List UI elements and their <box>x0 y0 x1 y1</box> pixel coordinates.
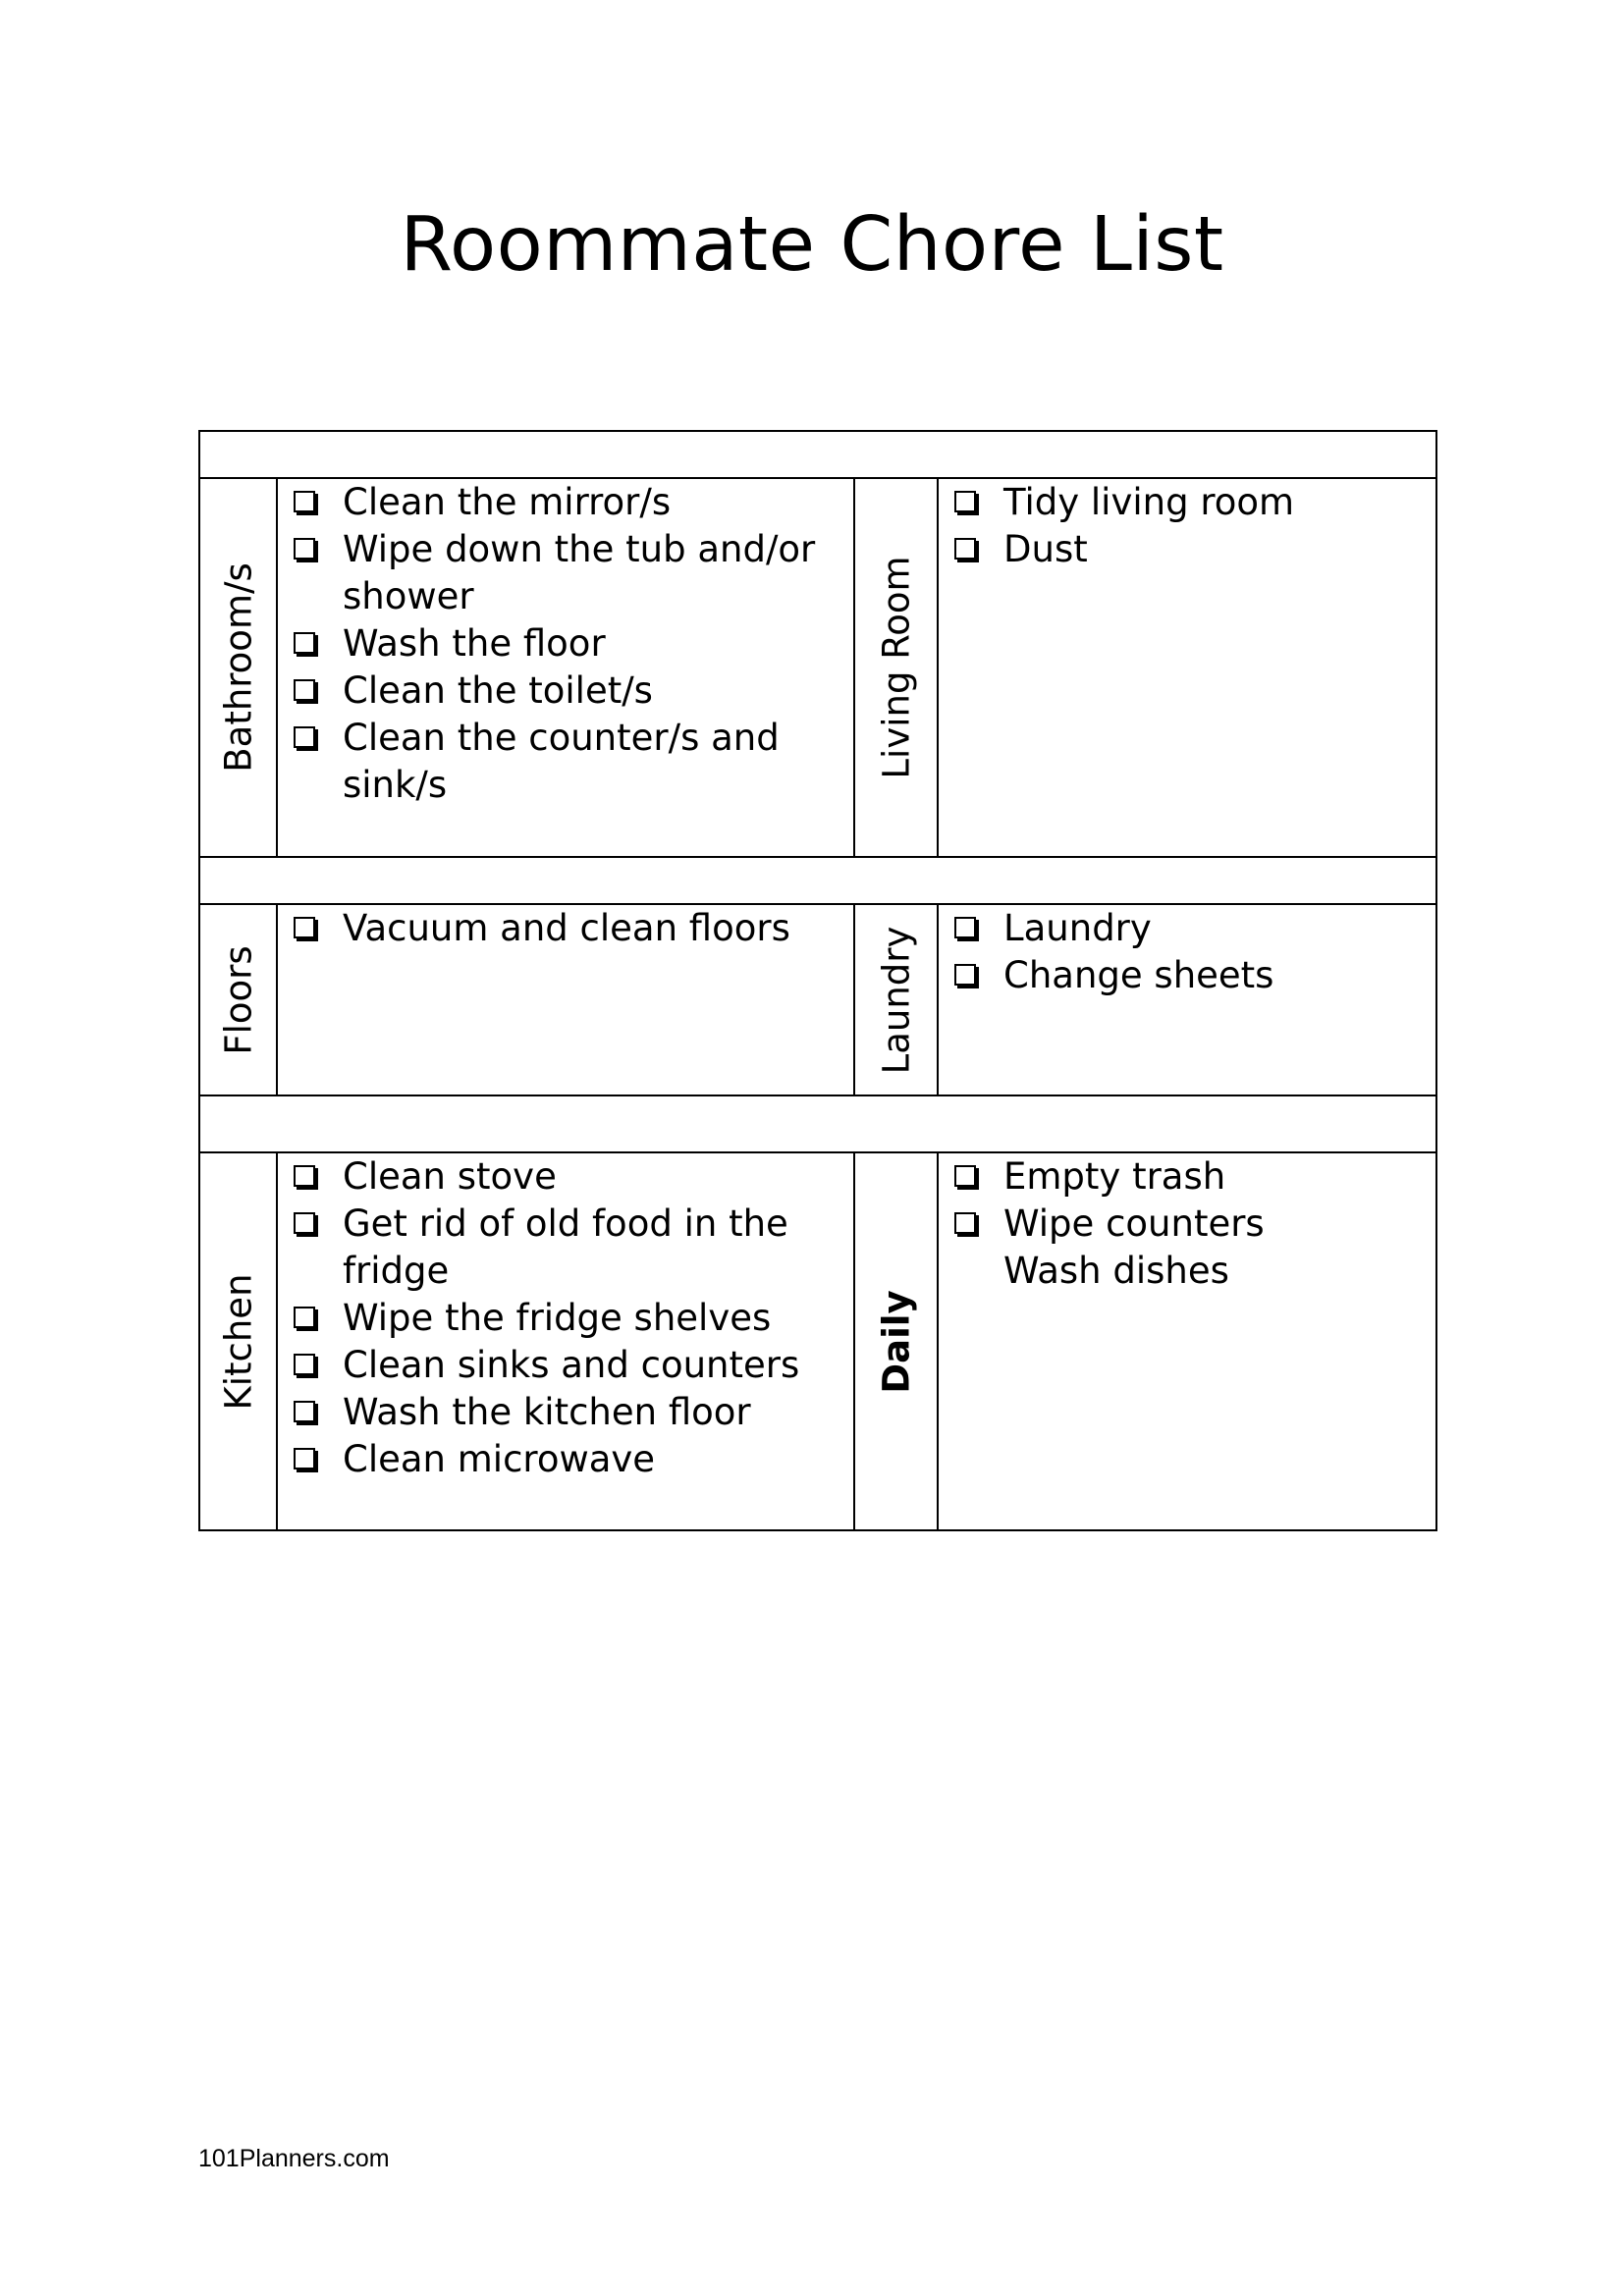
task-label: Wipe the fridge shelves <box>343 1297 772 1339</box>
laundry-label: Laundry <box>875 926 917 1074</box>
chore-row <box>199 1152 1436 1530</box>
task-item[interactable] <box>294 1389 841 1436</box>
checkbox-icon[interactable] <box>294 1212 315 1234</box>
laundry-task-list <box>939 905 1435 999</box>
daily-label-cell <box>854 1152 938 1530</box>
task-item[interactable] <box>954 1153 1424 1201</box>
task-item[interactable] <box>954 952 1424 999</box>
checkbox-icon[interactable] <box>954 491 976 512</box>
task-label: Clean sinks and counters <box>343 1344 800 1386</box>
task-label: Clean stove <box>343 1155 557 1198</box>
task-item[interactable] <box>294 715 841 809</box>
checkbox-icon[interactable] <box>294 1448 315 1469</box>
floors-tasks-cell <box>277 904 854 1095</box>
daily-task-list <box>939 1153 1435 1295</box>
task-item <box>954 1248 1424 1295</box>
task-item[interactable] <box>954 905 1424 952</box>
kitchen-tasks-cell <box>277 1152 854 1530</box>
task-label: Clean the mirror/s <box>343 481 672 523</box>
checkbox-icon[interactable] <box>294 726 315 748</box>
checkbox-icon[interactable] <box>294 491 315 512</box>
floors-label: Floors <box>217 944 259 1055</box>
spacer-cell <box>199 857 1436 904</box>
checkbox-icon[interactable] <box>954 917 976 938</box>
spacer-row <box>199 857 1436 904</box>
task-label: Clean the toilet/s <box>343 669 653 712</box>
checkbox-icon[interactable] <box>294 632 315 654</box>
task-item[interactable] <box>294 526 841 620</box>
bathroom-task-list <box>278 479 853 809</box>
task-item[interactable] <box>954 526 1424 573</box>
kitchen-task-list <box>278 1153 853 1483</box>
spacer-cell <box>199 1095 1436 1152</box>
task-item[interactable] <box>294 620 841 667</box>
living-room-tasks-cell <box>938 478 1436 857</box>
floors-task-list <box>278 905 853 952</box>
checkbox-icon[interactable] <box>294 679 315 701</box>
footer-credit: 101Planners.com <box>198 2145 390 2172</box>
task-item[interactable] <box>954 1201 1424 1248</box>
task-item[interactable] <box>294 667 841 715</box>
checkbox-icon[interactable] <box>954 1165 976 1187</box>
chore-row <box>199 904 1436 1095</box>
task-label: Empty trash <box>1003 1155 1226 1198</box>
checkbox-icon[interactable] <box>294 917 315 938</box>
task-label: Clean the counter/s and sink/s <box>343 717 780 806</box>
task-item[interactable] <box>294 1342 841 1389</box>
task-label: Wipe counters <box>1003 1202 1265 1245</box>
laundry-label-cell <box>854 904 938 1095</box>
checkbox-icon[interactable] <box>294 538 315 560</box>
task-label: Wash the kitchen floor <box>343 1391 751 1433</box>
task-label: Tidy living room <box>1003 481 1295 523</box>
spacer-cell <box>199 431 1436 478</box>
living-room-label-cell <box>854 478 938 857</box>
checkbox-icon[interactable] <box>954 538 976 560</box>
chore-row <box>199 478 1436 857</box>
bathroom-label: Bathroom/s <box>217 562 259 773</box>
living-room-label: Living Room <box>875 556 917 779</box>
task-label: Dust <box>1003 528 1088 570</box>
checkbox-icon[interactable] <box>294 1354 315 1375</box>
task-item[interactable] <box>294 1201 841 1295</box>
chore-table <box>198 430 1437 1531</box>
task-item[interactable] <box>954 479 1424 526</box>
task-item[interactable] <box>294 905 841 952</box>
task-item[interactable] <box>294 1153 841 1201</box>
task-label: Wash dishes <box>1003 1250 1229 1292</box>
task-label: Clean microwave <box>343 1438 656 1480</box>
living-room-task-list <box>939 479 1435 573</box>
checkbox-icon[interactable] <box>294 1165 315 1187</box>
task-item[interactable] <box>294 1436 841 1483</box>
laundry-tasks-cell <box>938 904 1436 1095</box>
kitchen-label: Kitchen <box>217 1272 259 1411</box>
checkbox-icon[interactable] <box>954 964 976 986</box>
daily-tasks-cell <box>938 1152 1436 1530</box>
task-label: Vacuum and clean floors <box>343 907 790 949</box>
task-label: Laundry <box>1003 907 1152 949</box>
task-item[interactable] <box>294 1295 841 1342</box>
page-title: Roommate Chore List <box>400 201 1224 289</box>
checkbox-icon[interactable] <box>954 1212 976 1234</box>
task-label: Change sheets <box>1003 954 1274 996</box>
task-label: Wipe down the tub and/or shower <box>343 528 816 617</box>
daily-label: Daily <box>875 1289 917 1394</box>
spacer-row <box>199 431 1436 478</box>
kitchen-label-cell <box>199 1152 277 1530</box>
checkbox-icon[interactable] <box>294 1307 315 1328</box>
bathroom-label-cell <box>199 478 277 857</box>
spacer-row <box>199 1095 1436 1152</box>
task-label: Wash the floor <box>343 622 606 665</box>
task-item[interactable] <box>294 479 841 526</box>
floors-label-cell <box>199 904 277 1095</box>
bathroom-tasks-cell <box>277 478 854 857</box>
task-label: Get rid of old food in the fridge <box>343 1202 788 1292</box>
checkbox-icon[interactable] <box>294 1401 315 1422</box>
